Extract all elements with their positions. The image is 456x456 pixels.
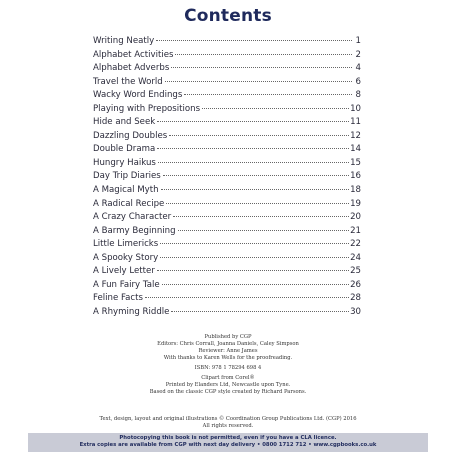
toc-entry-title: A Lively Letter bbox=[93, 266, 155, 277]
toc-leader-dots bbox=[163, 175, 349, 176]
toc-entry-title: A Magical Myth bbox=[93, 185, 159, 196]
toc-leader-dots bbox=[184, 94, 352, 95]
toc-entry-page: 18 bbox=[350, 185, 361, 196]
clipart-credit: Clipart from Corel® bbox=[201, 375, 255, 381]
toc-entry-page: 21 bbox=[350, 225, 361, 236]
toc-entry bbox=[93, 50, 361, 64]
toc-entry-title: Little Limericks bbox=[93, 239, 159, 250]
photocopy-notice: Photocopying this book is not permitted, even if you have a CLA licence. bbox=[119, 435, 337, 441]
toc-entry bbox=[93, 104, 361, 118]
toc-leader-dots bbox=[169, 135, 349, 136]
toc-entry bbox=[93, 77, 361, 91]
rights-line: All rights reserved. bbox=[202, 423, 254, 429]
toc-leader-dots bbox=[166, 203, 349, 204]
toc-entry-page: 4 bbox=[355, 63, 361, 74]
toc-entry-title: Day Trip Diaries bbox=[93, 171, 161, 182]
toc-entry-page: 11 bbox=[350, 117, 361, 128]
toc-leader-dots bbox=[157, 121, 349, 122]
toc-entry bbox=[93, 239, 361, 253]
toc-entry-title: Hide and Seek bbox=[93, 117, 156, 128]
printer-credit: Printed by Elanders Ltd, Newcastle upon Tyne. bbox=[165, 382, 291, 388]
toc-leader-dots bbox=[178, 230, 350, 231]
toc-entry bbox=[93, 171, 361, 185]
style-credit: Based on the classic CGP style created by Richard Parsons. bbox=[149, 389, 307, 395]
toc-entry-title: Travel the World bbox=[93, 76, 163, 87]
toc-entry-page: 20 bbox=[350, 212, 361, 223]
toc-entry-page: 14 bbox=[350, 144, 361, 155]
toc-entry-title: A Fun Fairy Tale bbox=[93, 279, 160, 290]
toc-entry bbox=[93, 253, 361, 267]
publication-credits bbox=[0, 334, 456, 396]
editors: Editors: Chris Corrall, Joanna Daniels, Caley Simpson bbox=[157, 341, 299, 347]
copyright-line: Text, design, layout and original illustrations © Coordination Group Publications Ltd. (CGP) 2016 bbox=[99, 416, 357, 422]
toc-entry bbox=[93, 226, 361, 240]
toc-entry-title: Hungry Haikus bbox=[93, 157, 156, 168]
toc-leader-dots bbox=[157, 270, 349, 271]
toc-entry bbox=[93, 199, 361, 213]
toc-entry bbox=[93, 131, 361, 145]
toc-leader-dots bbox=[161, 189, 350, 190]
toc-leader-dots bbox=[173, 216, 349, 217]
toc-entry-page: 16 bbox=[350, 171, 361, 182]
toc-leader-dots bbox=[160, 257, 349, 258]
toc-entry-title: Alphabet Adverbs bbox=[93, 63, 170, 74]
toc-entry bbox=[93, 63, 361, 77]
toc-entry-page: 2 bbox=[355, 49, 361, 60]
toc-leader-dots bbox=[156, 40, 352, 41]
toc-leader-dots bbox=[162, 284, 349, 285]
toc-entry-page: 28 bbox=[350, 293, 361, 304]
toc-entry-title: Playing with Prepositions bbox=[93, 103, 201, 114]
toc-entry-page: 30 bbox=[350, 306, 361, 317]
toc-entry-page: 15 bbox=[350, 157, 361, 168]
toc-entry-title: Dazzling Doubles bbox=[93, 130, 168, 141]
toc-leader-dots bbox=[165, 81, 352, 82]
toc-leader-dots bbox=[171, 67, 352, 68]
toc-leader-dots bbox=[157, 148, 349, 149]
toc-entry-title: Feline Facts bbox=[93, 293, 143, 304]
toc-entry-page: 6 bbox=[355, 76, 361, 87]
toc-leader-dots bbox=[171, 311, 349, 312]
toc-entry bbox=[93, 117, 361, 131]
toc-leader-dots bbox=[158, 162, 349, 163]
toc-entry-title: A Rhyming Riddle bbox=[93, 306, 170, 317]
toc-entry-page: 19 bbox=[350, 198, 361, 209]
toc-entry bbox=[93, 212, 361, 226]
toc-entry-title: Double Drama bbox=[93, 144, 156, 155]
published-by: Published by CGP bbox=[204, 334, 252, 340]
isbn: ISBN: 978 1 78294 698 4 bbox=[194, 365, 262, 371]
toc-entry-page: 25 bbox=[350, 266, 361, 277]
toc-entry-page: 24 bbox=[350, 252, 361, 263]
toc-entry-page: 26 bbox=[350, 279, 361, 290]
toc-entry bbox=[93, 266, 361, 280]
toc-entry bbox=[93, 293, 361, 307]
toc-entry-page: 10 bbox=[350, 103, 361, 114]
toc-entry bbox=[93, 280, 361, 294]
thanks: With thanks to Karen Wells for the proofreading. bbox=[163, 355, 293, 361]
toc-entry bbox=[93, 307, 361, 321]
toc-leader-dots bbox=[175, 54, 352, 55]
toc-entry bbox=[93, 90, 361, 104]
toc-entry bbox=[93, 144, 361, 158]
toc-entry bbox=[93, 185, 361, 199]
footer-band bbox=[28, 433, 428, 452]
reviewer: Reviewer: Anne James bbox=[198, 348, 258, 354]
toc-entry-title: A Barmy Beginning bbox=[93, 225, 176, 236]
toc-leader-dots bbox=[160, 243, 349, 244]
toc-entry bbox=[93, 36, 361, 50]
toc-entry-page: 8 bbox=[355, 90, 361, 101]
toc-entry-title: A Spooky Story bbox=[93, 252, 159, 263]
toc-entry-title: Wacky Word Endings bbox=[93, 90, 183, 101]
toc-entry-title: A Radical Recipe bbox=[93, 198, 165, 209]
ordering-info: Extra copies are available from CGP with next day delivery • 0800 1712 712 • www.cgpbooks.co.uk bbox=[79, 442, 377, 448]
toc-entry-page: 12 bbox=[350, 130, 361, 141]
page-title: Contents bbox=[184, 6, 272, 26]
table-of-contents bbox=[93, 36, 361, 320]
toc-leader-dots bbox=[202, 108, 349, 109]
toc-leader-dots bbox=[145, 297, 349, 298]
toc-entry-title: Alphabet Activities bbox=[93, 49, 174, 60]
toc-entry-page: 1 bbox=[355, 36, 361, 46]
toc-entry-page: 22 bbox=[350, 239, 361, 250]
toc-entry bbox=[93, 158, 361, 172]
copyright-notice bbox=[0, 416, 456, 430]
toc-entry-title: A Crazy Character bbox=[93, 212, 172, 223]
toc-entry-title: Writing Neatly bbox=[93, 36, 155, 46]
